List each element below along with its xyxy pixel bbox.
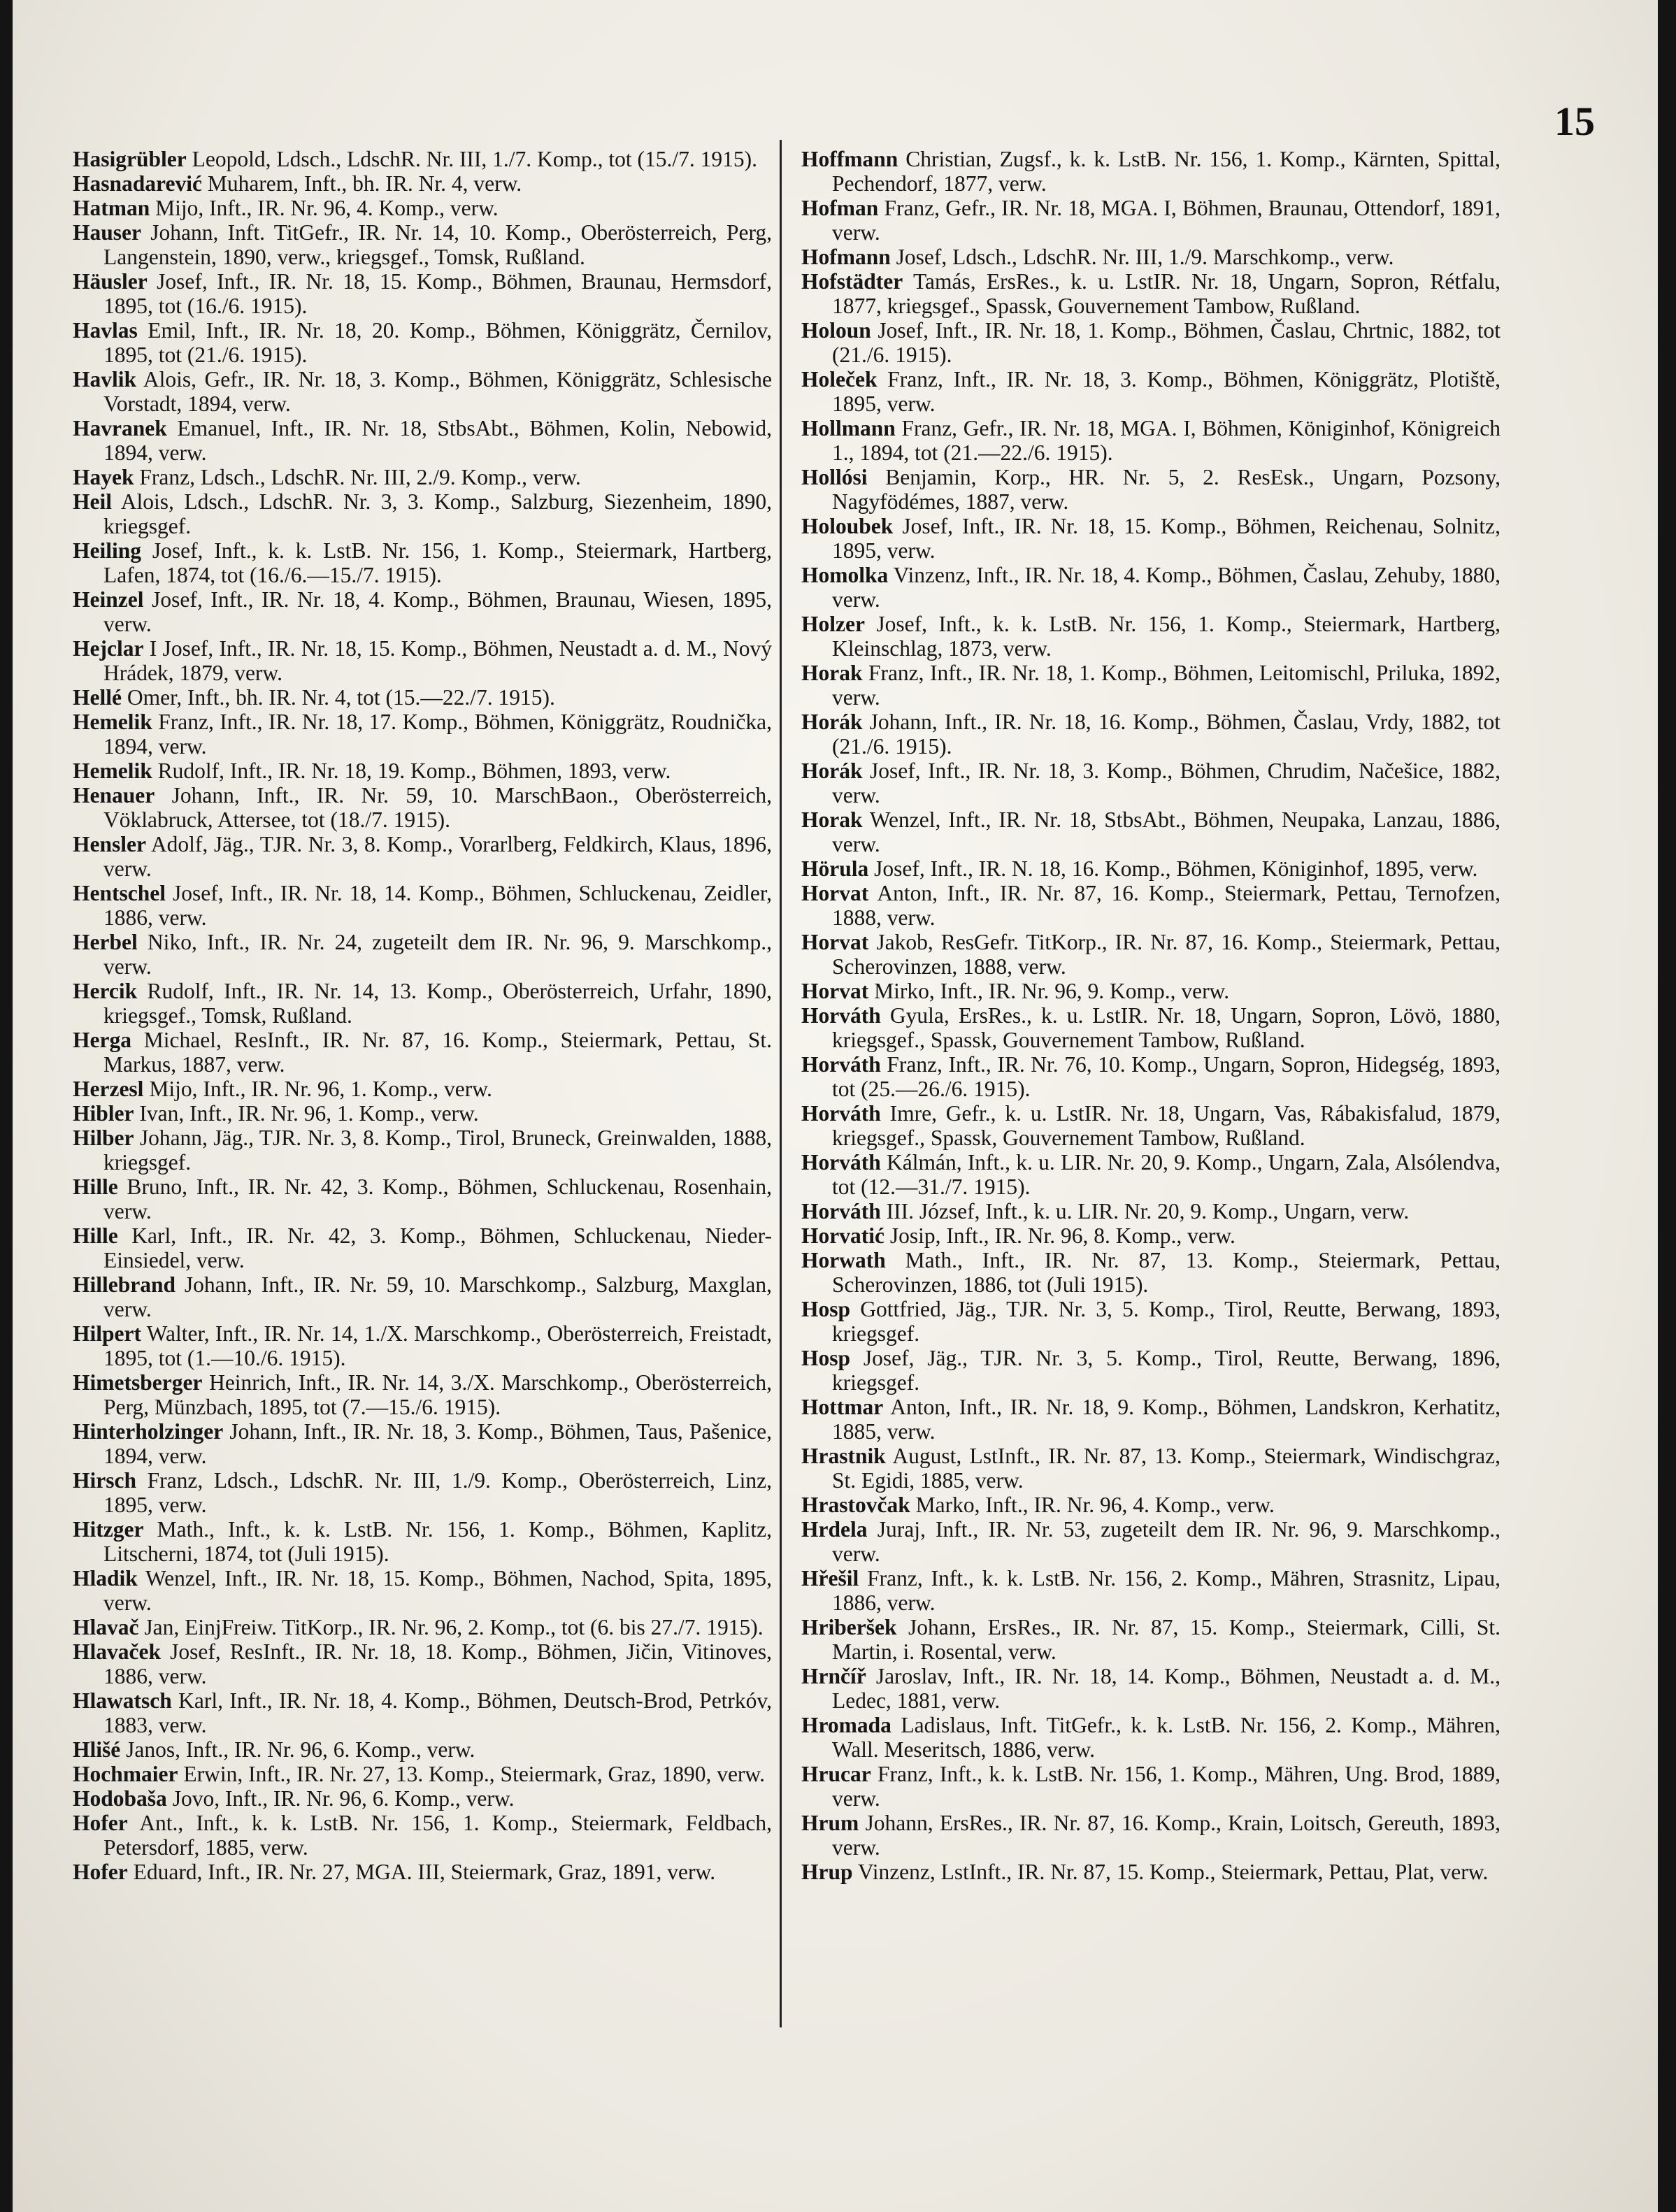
list-entry bbox=[73, 881, 772, 930]
list-entry bbox=[73, 1566, 772, 1615]
entry-surname: Holzer bbox=[801, 612, 865, 636]
entry-details: Franz, Gefr., IR. Nr. 18, MGA. I, Böhmen, Königinhof, Königreich 1., 1894, tot (21.—22./6. 1915). bbox=[832, 416, 1500, 465]
entry-details: Johann, Jäg., TJR. Nr. 3, 8. Komp., Tirol, Bruneck, Greinwalden, 1888, kriegsgef. bbox=[103, 1126, 772, 1175]
entry-surname: Hille bbox=[73, 1223, 118, 1248]
entry-details: Omer, Inft., bh. IR. Nr. 4, tot (15.—22./7. 1915). bbox=[121, 685, 555, 710]
entry-surname: Hromada bbox=[801, 1713, 891, 1737]
entry-surname: Hodobaša bbox=[73, 1786, 167, 1811]
entry-surname: Hollósi bbox=[801, 465, 868, 489]
entry-surname: Horváth bbox=[801, 1003, 881, 1028]
entry-details: Josef, Ldsch., LdschR. Nr. III, 1./9. Marschkomp., verw. bbox=[890, 245, 1394, 269]
entry-surname: Hellé bbox=[73, 685, 122, 710]
entry-surname: Hilber bbox=[73, 1126, 134, 1150]
entry-details: Jakob, ResGefr. TitKorp., IR. Nr. 87, 16. Komp., Steiermark, Pettau, Scherovinzen, 1888, verw. bbox=[832, 930, 1500, 979]
entry-details: August, LstInft., IR. Nr. 87, 13. Komp., Steiermark, Windischgraz, St. Egidi, 1885, verw. bbox=[832, 1444, 1500, 1493]
entry-surname: Hosp bbox=[801, 1297, 851, 1321]
entry-surname: Horváth bbox=[801, 1052, 881, 1077]
list-entry bbox=[801, 1762, 1500, 1811]
entry-details: Franz, Inft., IR. Nr. 18, 3. Komp., Böhmen, Königgrätz, Plotiště, 1895, verw. bbox=[832, 367, 1500, 416]
entry-surname: Hosp bbox=[801, 1346, 851, 1370]
list-entry bbox=[801, 465, 1500, 514]
entry-details: Ivan, Inft., IR. Nr. 96, 1. Komp., verw. bbox=[134, 1101, 479, 1126]
entry-details: Tamás, ErsRes., k. u. LstIR. Nr. 18, Ungarn, Sopron, Rétfalu, 1877, kriegsgef., Spassk, Gouvernement Tambow, Rußland. bbox=[832, 269, 1500, 318]
entry-surname: Hlawatsch bbox=[73, 1688, 172, 1713]
entry-details: Johann, ErsRes., IR. Nr. 87, 16. Komp., Krain, Loitsch, Gereuth, 1893, verw. bbox=[832, 1811, 1500, 1860]
entry-surname: Hottmar bbox=[801, 1395, 884, 1419]
entry-details: Josef, Inft., IR. N. 18, 16. Komp., Böhmen, Königinhof, 1895, verw. bbox=[868, 856, 1478, 881]
entry-surname: Horák bbox=[801, 759, 863, 783]
entry-surname: Havlik bbox=[73, 367, 137, 392]
entry-details: Josef, Inft., IR. Nr. 18, 15. Komp., Böhmen, Braunau, Hermsdorf, 1895, tot (16./6. 1915). bbox=[103, 269, 772, 318]
list-entry bbox=[801, 710, 1500, 759]
entry-surname: Hollmann bbox=[801, 416, 896, 440]
entry-details: Franz, Ldsch., LdschR. Nr. III, 2./9. Komp., verw. bbox=[134, 465, 581, 489]
list-entry bbox=[73, 416, 772, 465]
list-entry bbox=[73, 1762, 772, 1786]
list-entry bbox=[73, 1370, 772, 1419]
entry-surname: Hofstädter bbox=[801, 269, 903, 294]
list-entry bbox=[801, 1150, 1500, 1199]
entry-details: Franz, Ldsch., LdschR. Nr. III, 1./9. Komp., Oberösterreich, Linz, 1895, verw. bbox=[103, 1468, 772, 1517]
entry-surname: Hillebrand bbox=[73, 1272, 176, 1297]
entry-details: Math., Inft., k. k. LstB. Nr. 156, 1. Komp., Böhmen, Kaplitz, Litscherni, 1874, tot (Juli 1915). bbox=[103, 1517, 772, 1566]
entry-details: Leopold, Ldsch., LdschR. Nr. III, 1./7. Komp., tot (15./7. 1915). bbox=[186, 147, 758, 171]
entry-details: Franz, Inft., IR. Nr. 18, 17. Komp., Böhmen, Königgrätz, Roudnička, 1894, verw. bbox=[103, 710, 772, 759]
entry-surname: Hilpert bbox=[73, 1321, 141, 1346]
list-entry bbox=[73, 318, 772, 367]
list-entry bbox=[73, 1419, 772, 1468]
entry-surname: Hlavaček bbox=[73, 1639, 161, 1664]
list-entry bbox=[73, 979, 772, 1028]
entry-details: Alois, Ldsch., LdschR. Nr. 3, 3. Komp., Salzburg, Siezenheim, 1890, kriegsgef. bbox=[103, 489, 772, 538]
entry-surname: Horák bbox=[801, 710, 863, 734]
list-entry bbox=[801, 245, 1500, 269]
entry-surname: Hofer bbox=[73, 1811, 128, 1835]
list-entry bbox=[801, 1517, 1500, 1566]
entry-surname: Heiling bbox=[73, 538, 142, 563]
entry-details: Michael, ResInft., IR. Nr. 87, 16. Komp., Steiermark, Pettau, St. Markus, 1887, verw. bbox=[103, 1028, 772, 1077]
entry-surname: Hřešil bbox=[801, 1566, 859, 1590]
page-number: 15 bbox=[1554, 99, 1595, 144]
entry-details: Josef, Inft., IR. Nr. 18, 3. Komp., Böhmen, Chrudim, Načešice, 1882, verw. bbox=[832, 759, 1500, 807]
list-entry bbox=[73, 710, 772, 759]
entry-surname: Hriberšek bbox=[801, 1615, 897, 1639]
list-entry bbox=[73, 269, 772, 318]
entry-surname: Himetsberger bbox=[73, 1370, 203, 1395]
entry-details: Emil, Inft., IR. Nr. 18, 20. Komp., Böhmen, Königgrätz, Černilov, 1895, tot (21./6. 1915). bbox=[103, 318, 772, 367]
list-entry bbox=[73, 489, 772, 538]
list-entry bbox=[801, 661, 1500, 710]
entry-surname: Hrucar bbox=[801, 1762, 871, 1786]
list-entry bbox=[73, 465, 772, 489]
list-entry bbox=[73, 1468, 772, 1517]
entry-details: Gottfried, Jäg., TJR. Nr. 3, 5. Komp., Tirol, Reutte, Berwang, 1893, kriegsgef. bbox=[832, 1297, 1500, 1346]
list-entry bbox=[801, 1444, 1500, 1493]
entry-surname: Havranek bbox=[73, 416, 167, 440]
list-entry bbox=[73, 1786, 772, 1811]
entry-surname: Herzesl bbox=[73, 1077, 144, 1101]
list-entry bbox=[801, 1003, 1500, 1052]
entry-details: Johann, Inft. TitGefr., IR. Nr. 14, 10. Komp., Oberösterreich, Perg, Langenstein, 1890, verw., kriegsgef., Tomsk, Rußland. bbox=[103, 220, 772, 269]
entry-details: Josip, Inft., IR. Nr. 96, 8. Komp., verw. bbox=[884, 1223, 1235, 1248]
list-entry bbox=[73, 1517, 772, 1566]
entry-surname: Hercik bbox=[73, 979, 138, 1003]
entry-details: Kálmán, Inft., k. u. LIR. Nr. 20, 9. Komp., Ungarn, Zala, Alsólendva, tot (12.—31./7. 1915). bbox=[832, 1150, 1500, 1199]
entry-surname: Hrastovčak bbox=[801, 1493, 910, 1517]
entry-surname: Hejclar bbox=[73, 636, 144, 661]
entry-surname: Hofman bbox=[801, 196, 879, 220]
column-divider bbox=[780, 140, 782, 2027]
entry-details: Wenzel, Inft., IR. Nr. 18, StbsAbt., Böhmen, Neupaka, Lanzau, 1886, verw. bbox=[832, 807, 1500, 856]
entry-details: Muharem, Inft., bh. IR. Nr. 4, verw. bbox=[201, 171, 522, 196]
entry-surname: Häusler bbox=[73, 269, 148, 294]
list-entry bbox=[801, 807, 1500, 856]
entry-details: Rudolf, Inft., IR. Nr. 18, 19. Komp., Böhmen, 1893, verw. bbox=[152, 759, 671, 783]
entry-details: Heinrich, Inft., IR. Nr. 14, 3./X. Marschkomp., Oberösterreich, Perg, Münzbach, 1895, tot (7.—15./6. 1915). bbox=[103, 1370, 772, 1419]
entry-details: Karl, Inft., IR. Nr. 42, 3. Komp., Böhmen, Schluckenau, Nieder-Einsiedel, verw. bbox=[103, 1223, 772, 1272]
list-entry bbox=[73, 1272, 772, 1321]
entry-details: Alois, Gefr., IR. Nr. 18, 3. Komp., Böhmen, Königgrätz, Schlesische Vorstadt, 1894, verw. bbox=[103, 367, 772, 416]
entry-details: Franz, Inft., k. k. LstB. Nr. 156, 1. Komp., Mähren, Ung. Brod, 1889, verw. bbox=[832, 1762, 1500, 1811]
entry-surname: Hrdela bbox=[801, 1517, 868, 1542]
list-entry bbox=[801, 318, 1500, 367]
entry-surname: Heinzel bbox=[73, 587, 144, 612]
entry-surname: Horváth bbox=[801, 1101, 881, 1126]
list-entry bbox=[73, 1321, 772, 1370]
entry-details: Josef, Inft., IR. Nr. 18, 4. Komp., Böhmen, Braunau, Wiesen, 1895, verw. bbox=[103, 587, 772, 636]
entry-details: Bruno, Inft., IR. Nr. 42, 3. Komp., Böhmen, Schluckenau, Rosenhain, verw. bbox=[103, 1175, 772, 1223]
list-entry bbox=[801, 930, 1500, 979]
entry-details: Johann, Inft., IR. Nr. 18, 16. Komp., Böhmen, Časlau, Vrdy, 1882, tot (21./6. 1915). bbox=[832, 710, 1500, 759]
list-entry bbox=[801, 1713, 1500, 1762]
entry-details: Franz, Gefr., IR. Nr. 18, MGA. I, Böhmen, Braunau, Ottendorf, 1891, verw. bbox=[832, 196, 1500, 245]
entry-surname: Holeček bbox=[801, 367, 878, 392]
entry-details: Josef, ResInft., IR. Nr. 18, 18. Komp., Böhmen, Jičin, Vitinoves, 1886, verw. bbox=[103, 1639, 772, 1688]
entry-details: Mirko, Inft., IR. Nr. 96, 9. Komp., verw. bbox=[868, 979, 1230, 1003]
entry-details: Josef, Jäg., TJR. Nr. 3, 5. Komp., Tirol, Reutte, Berwang, 1896, kriegsgef. bbox=[832, 1346, 1500, 1395]
entry-details: Emanuel, Inft., IR. Nr. 18, StbsAbt., Böhmen, Kolin, Nebowid, 1894, verw. bbox=[103, 416, 772, 465]
entry-details: Adolf, Jäg., TJR. Nr. 3, 8. Komp., Vorarlberg, Feldkirch, Klaus, 1896, verw. bbox=[103, 832, 772, 881]
entry-surname: Hlišé bbox=[73, 1737, 121, 1762]
entry-surname: Hayek bbox=[73, 465, 134, 489]
entry-details: Vinzenz, Inft., IR. Nr. 18, 4. Komp., Böhmen, Časlau, Zehuby, 1880, verw. bbox=[832, 563, 1500, 612]
list-entry bbox=[801, 612, 1500, 661]
entry-surname: Hitzger bbox=[73, 1517, 144, 1542]
list-entry bbox=[801, 147, 1500, 196]
entry-surname: Hladik bbox=[73, 1566, 138, 1590]
entry-details: Imre, Gefr., k. u. LstIR. Nr. 18, Ungarn, Vas, Rábakisfalud, 1879, kriegsgef., Spassk, Gouvernement Tambow, Rußland. bbox=[832, 1101, 1500, 1150]
entry-surname: Horvat bbox=[801, 930, 869, 954]
entry-details: Johann, Inft., IR. Nr. 59, 10. MarschBaon., Oberösterreich, Vöklabruck, Attersee, tot (18./7. 1915). bbox=[103, 783, 772, 832]
list-entry bbox=[73, 196, 772, 220]
list-entry bbox=[801, 759, 1500, 807]
list-entry bbox=[801, 1248, 1500, 1297]
list-entry bbox=[73, 636, 772, 685]
entry-details: Eduard, Inft., IR. Nr. 27, MGA. III, Steiermark, Graz, 1891, verw. bbox=[127, 1860, 716, 1884]
list-entry bbox=[73, 1615, 772, 1639]
entry-surname: Hrup bbox=[801, 1860, 853, 1884]
entry-surname: Hasigrübler bbox=[73, 147, 187, 171]
list-entry bbox=[801, 269, 1500, 318]
list-entry bbox=[73, 1860, 772, 1884]
entry-surname: Hofmann bbox=[801, 245, 891, 269]
list-entry bbox=[801, 1395, 1500, 1444]
list-entry bbox=[73, 147, 772, 171]
entry-surname: Hörula bbox=[801, 856, 869, 881]
entry-surname: Hille bbox=[73, 1175, 118, 1199]
entry-surname: Hinterholzinger bbox=[73, 1419, 224, 1444]
list-entry bbox=[801, 563, 1500, 612]
entry-details: Franz, Inft., IR. Nr. 18, 1. Komp., Böhmen, Leitomischl, Priluka, 1892, verw. bbox=[832, 661, 1500, 710]
entry-surname: Hofer bbox=[73, 1860, 128, 1884]
list-entry bbox=[73, 1688, 772, 1737]
entry-details: Karl, Inft., IR. Nr. 18, 4. Komp., Böhmen, Deutsch-Brod, Petrkóv, 1883, verw. bbox=[103, 1688, 772, 1737]
entry-details: Jan, EinjFreiw. TitKorp., IR. Nr. 96, 2. Komp., tot (6. bis 27./7. 1915). bbox=[138, 1615, 764, 1639]
list-entry bbox=[73, 1811, 772, 1860]
entry-surname: Horvat bbox=[801, 979, 869, 1003]
list-entry bbox=[801, 1566, 1500, 1615]
list-entry bbox=[801, 1199, 1500, 1223]
list-entry bbox=[801, 1615, 1500, 1664]
list-entry bbox=[801, 881, 1500, 930]
list-entry bbox=[801, 1297, 1500, 1346]
entry-details: Christian, Zugsf., k. k. LstB. Nr. 156, 1. Komp., Kärnten, Spittal, Pechendorf, 1877, verw. bbox=[832, 147, 1500, 196]
entry-details: Gyula, ErsRes., k. u. LstIR. Nr. 18, Ungarn, Sopron, Lövö, 1880, kriegsgef., Spassk, Gouvernement Tambow, Rußland. bbox=[832, 1003, 1500, 1052]
entry-details: Rudolf, Inft., IR. Nr. 14, 13. Komp., Oberösterreich, Urfahr, 1890, kriegsgef., Tomsk, Rußland. bbox=[103, 979, 772, 1028]
list-entry bbox=[73, 1101, 772, 1126]
entry-surname: Herbel bbox=[73, 930, 138, 954]
entry-surname: Heil bbox=[73, 489, 112, 514]
entry-surname: Hatman bbox=[73, 196, 150, 220]
entry-details: I Josef, Inft., IR. Nr. 18, 15. Komp., Böhmen, Neustadt a. d. M., Nový Hrádek, 1879, verw. bbox=[103, 636, 772, 685]
entry-surname: Hensler bbox=[73, 832, 146, 856]
list-entry bbox=[73, 171, 772, 196]
list-entry bbox=[801, 856, 1500, 881]
entry-details: Mijo, Inft., IR. Nr. 96, 4. Komp., verw. bbox=[150, 196, 499, 220]
list-entry bbox=[73, 538, 772, 587]
entry-surname: Henauer bbox=[73, 783, 155, 807]
list-entry bbox=[801, 1811, 1500, 1860]
entry-surname: Horváth bbox=[801, 1150, 881, 1175]
list-entry bbox=[801, 979, 1500, 1003]
entry-surname: Horvat bbox=[801, 881, 869, 905]
entry-details: Wenzel, Inft., IR. Nr. 18, 15. Komp., Böhmen, Nachod, Spita, 1895, verw. bbox=[103, 1566, 772, 1615]
entry-details: Jovo, Inft., IR. Nr. 96, 6. Komp., verw. bbox=[166, 1786, 515, 1811]
entry-details: Josef, Inft., k. k. LstB. Nr. 156, 1. Komp., Steiermark, Hartberg, Kleinschlag, 1873, verw. bbox=[832, 612, 1500, 661]
entry-surname: Hibler bbox=[73, 1101, 134, 1126]
entry-details: Ladislaus, Inft. TitGefr., k. k. LstB. Nr. 156, 2. Komp., Mähren, Wall. Meseritsch, 1886, verw. bbox=[832, 1713, 1500, 1762]
entry-details: Josef, Inft., IR. Nr. 18, 1. Komp., Böhmen, Časlau, Chrtnic, 1882, tot (21./6. 1915). bbox=[832, 318, 1500, 367]
list-entry bbox=[73, 1175, 772, 1223]
entry-surname: Horváth bbox=[801, 1199, 881, 1223]
entry-details: Anton, Inft., IR. Nr. 18, 9. Komp., Böhmen, Landskron, Kerhatitz, 1885, verw. bbox=[832, 1395, 1500, 1444]
list-entry bbox=[73, 1223, 772, 1272]
entry-details: Ant., Inft., k. k. LstB. Nr. 156, 1. Komp., Steiermark, Feldbach, Petersdorf, 1885, verw. bbox=[103, 1811, 772, 1860]
entry-surname: Havlas bbox=[73, 318, 138, 343]
list-entry bbox=[73, 832, 772, 881]
entry-surname: Horvatić bbox=[801, 1223, 884, 1248]
entry-details: Franz, Inft., IR. Nr. 76, 10. Komp., Ungarn, Sopron, Hidegség, 1893, tot (25.—26./6. 1915). bbox=[832, 1052, 1500, 1101]
entry-surname: Herga bbox=[73, 1028, 131, 1052]
entry-surname: Hoffmann bbox=[801, 147, 898, 171]
entry-details: Johann, Inft., IR. Nr. 59, 10. Marschkomp., Salzburg, Maxglan, verw. bbox=[103, 1272, 772, 1321]
left-column bbox=[73, 147, 772, 1884]
entry-surname: Hentschel bbox=[73, 881, 166, 905]
entry-surname: Homolka bbox=[801, 563, 889, 587]
list-entry bbox=[801, 1101, 1500, 1150]
right-column bbox=[801, 147, 1500, 1884]
entry-details: Juraj, Inft., IR. Nr. 53, zugeteilt dem IR. Nr. 96, 9. Marschkomp., verw. bbox=[832, 1517, 1500, 1566]
list-entry bbox=[801, 196, 1500, 245]
list-entry bbox=[73, 587, 772, 636]
entry-details: Johann, Inft., IR. Nr. 18, 3. Komp., Böhmen, Taus, Pašenice, 1894, verw. bbox=[103, 1419, 772, 1468]
entry-surname: Horwath bbox=[801, 1248, 886, 1272]
list-entry bbox=[801, 1223, 1500, 1248]
list-entry bbox=[73, 1639, 772, 1688]
entry-surname: Hrum bbox=[801, 1811, 859, 1835]
list-entry bbox=[801, 1052, 1500, 1101]
list-entry bbox=[801, 1664, 1500, 1713]
list-entry bbox=[73, 759, 772, 783]
entry-surname: Hirsch bbox=[73, 1468, 136, 1493]
list-entry bbox=[801, 367, 1500, 416]
entry-surname: Hemelik bbox=[73, 710, 152, 734]
entry-surname: Hrnčíř bbox=[801, 1664, 866, 1688]
list-entry bbox=[801, 514, 1500, 563]
entry-surname: Hlavač bbox=[73, 1615, 139, 1639]
entry-surname: Holoun bbox=[801, 318, 871, 343]
entry-details: Johann, ErsRes., IR. Nr. 87, 15. Komp., Steiermark, Cilli, St. Martin, i. Rosental, verw. bbox=[832, 1615, 1500, 1664]
list-entry bbox=[73, 1126, 772, 1175]
list-entry bbox=[801, 1346, 1500, 1395]
list-entry bbox=[73, 220, 772, 269]
entry-details: Josef, Inft., IR. Nr. 18, 15. Komp., Böhmen, Reichenau, Solnitz, 1895, verw. bbox=[832, 514, 1500, 563]
entry-details: Erwin, Inft., IR. Nr. 27, 13. Komp., Steiermark, Graz, 1890, verw. bbox=[178, 1762, 766, 1786]
list-entry bbox=[73, 1028, 772, 1077]
entry-surname: Hochmaier bbox=[73, 1762, 178, 1786]
list-entry bbox=[73, 685, 772, 710]
entry-surname: Holoubek bbox=[801, 514, 894, 538]
entry-surname: Hauser bbox=[73, 220, 141, 245]
entry-details: Anton, Inft., IR. Nr. 87, 16. Komp., Steiermark, Pettau, Ternofzen, 1888, verw. bbox=[832, 881, 1500, 930]
list-entry bbox=[73, 783, 772, 832]
entry-surname: Hemelik bbox=[73, 759, 152, 783]
entry-details: Josef, Inft., IR. Nr. 18, 14. Komp., Böhmen, Schluckenau, Zeidler, 1886, verw. bbox=[103, 881, 772, 930]
list-entry bbox=[73, 930, 772, 979]
entry-details: Vinzenz, LstInft., IR. Nr. 87, 15. Komp., Steiermark, Pettau, Plat, verw. bbox=[852, 1860, 1489, 1884]
list-entry bbox=[73, 1737, 772, 1762]
entry-details: Mijo, Inft., IR. Nr. 96, 1. Komp., verw. bbox=[143, 1077, 492, 1101]
entry-surname: Horak bbox=[801, 661, 863, 685]
list-entry bbox=[801, 1493, 1500, 1517]
entry-details: Jaroslav, Inft., IR. Nr. 18, 14. Komp., Böhmen, Neustadt a. d. M., Ledec, 1881, verw. bbox=[832, 1664, 1500, 1713]
entry-surname: Horak bbox=[801, 807, 863, 832]
list-entry bbox=[73, 1077, 772, 1101]
entry-details: Janos, Inft., IR. Nr. 96, 6. Komp., verw. bbox=[120, 1737, 475, 1762]
list-entry bbox=[73, 367, 772, 416]
entry-details: Walter, Inft., IR. Nr. 14, 1./X. Marschkomp., Oberösterreich, Freistadt, 1895, tot (1.—10./6. 1915). bbox=[103, 1321, 772, 1370]
entry-details: Math., Inft., IR. Nr. 87, 13. Komp., Steiermark, Pettau, Scherovinzen, 1886, tot (Juli 1915). bbox=[832, 1248, 1500, 1297]
entry-details: Franz, Inft., k. k. LstB. Nr. 156, 2. Komp., Mähren, Strasnitz, Lipau, 1886, verw. bbox=[832, 1566, 1500, 1615]
list-entry bbox=[801, 1860, 1500, 1884]
entry-details: Benjamin, Korp., HR. Nr. 5, 2. ResEsk., Ungarn, Pozsony, Nagyfödémes, 1887, verw. bbox=[832, 465, 1500, 514]
list-entry bbox=[801, 416, 1500, 465]
entry-details: Josef, Inft., k. k. LstB. Nr. 156, 1. Komp., Steiermark, Hartberg, Lafen, 1874, tot (16./6.—15./7. 1915). bbox=[103, 538, 772, 587]
entry-details: Niko, Inft., IR. Nr. 24, zugeteilt dem IR. Nr. 96, 9. Marschkomp., verw. bbox=[103, 930, 772, 979]
entry-surname: Hasnadarević bbox=[73, 171, 202, 196]
entry-details: III. József, Inft., k. u. LIR. Nr. 20, 9. Komp., Ungarn, verw. bbox=[880, 1199, 1410, 1223]
entry-surname: Hrastnik bbox=[801, 1444, 886, 1468]
entry-details: Marko, Inft., IR. Nr. 96, 4. Komp., verw. bbox=[910, 1493, 1275, 1517]
